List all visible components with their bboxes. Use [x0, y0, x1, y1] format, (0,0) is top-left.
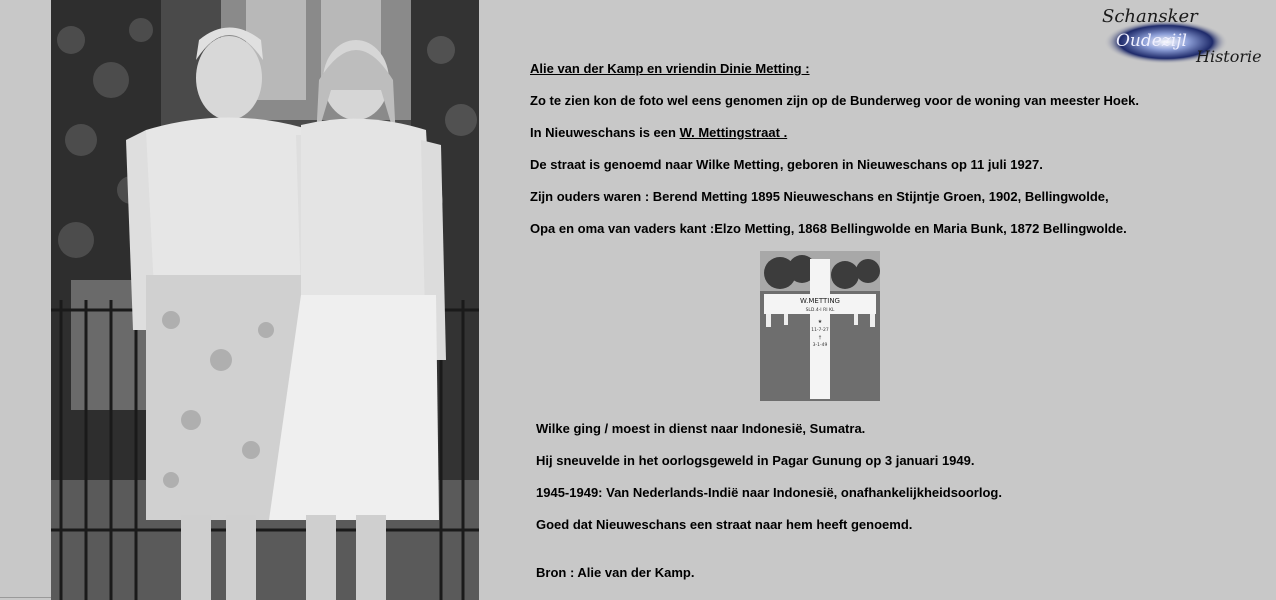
logo-word-3: Historie [1196, 47, 1262, 66]
article-line-1: Zo te zien kon de foto wel eens genomen zijn op de Bunderweg voor de woning van meester Hoek. [530, 93, 1139, 108]
mettingstraat-link[interactable]: W. Mettingstraat . [679, 125, 788, 140]
article-line-8: 1945-1949: Van Nederlands-Indië naar Indonesië, onafhankelijkheidsoorlog. [536, 485, 1002, 500]
article-line-6: Wilke ging / moest in dienst naar Indonesië, Sumatra. [536, 421, 866, 436]
logo-word-2: Oudezijl [1116, 31, 1187, 51]
article-line-4: Zijn ouders waren : Berend Metting 1895 Nieuweschans en Stijntje Groen, 1902, Bellingwolde, [530, 189, 1109, 204]
article-heading: Alie van der Kamp en vriendin Dinie Metting : [530, 61, 810, 76]
cross-birth: 11-7-27 [811, 328, 829, 333]
cross-death: 3-1-49 [812, 343, 828, 348]
logo-word-1: Schansker [1102, 6, 1198, 27]
historic-photo-two-girls [51, 0, 479, 600]
article-line-5: Opa en oma van vaders kant :Elzo Metting, 1868 Bellingwolde en Maria Bunk, 1872 Bellingwolde. [530, 221, 1127, 236]
star-icon: ★ [817, 319, 823, 325]
grave-cross-photo [760, 251, 880, 401]
divider [0, 597, 51, 598]
site-logo[interactable] [1098, 4, 1270, 66]
dagger-icon: † [818, 335, 822, 341]
cross-name: W.METTING [800, 297, 840, 305]
article-line-7: Hij sneuvelde in het oorlogsgeweld in Pagar Gunung op 3 januari 1949. [536, 453, 975, 468]
article-line-9: Goed dat Nieuweschans een straat naar hem heeft genoemd. [536, 517, 913, 532]
article-line-2 [530, 125, 787, 141]
cross-rank: SLD.4-I RI KL [805, 308, 835, 313]
line-2-prefix: In Nieuweschans is een [530, 125, 680, 140]
article-line-3: De straat is genoemd naar Wilke Metting, geboren in Nieuweschans op 11 juli 1927. [530, 157, 1043, 172]
source-credit: Bron : Alie van der Kamp. [536, 565, 695, 580]
